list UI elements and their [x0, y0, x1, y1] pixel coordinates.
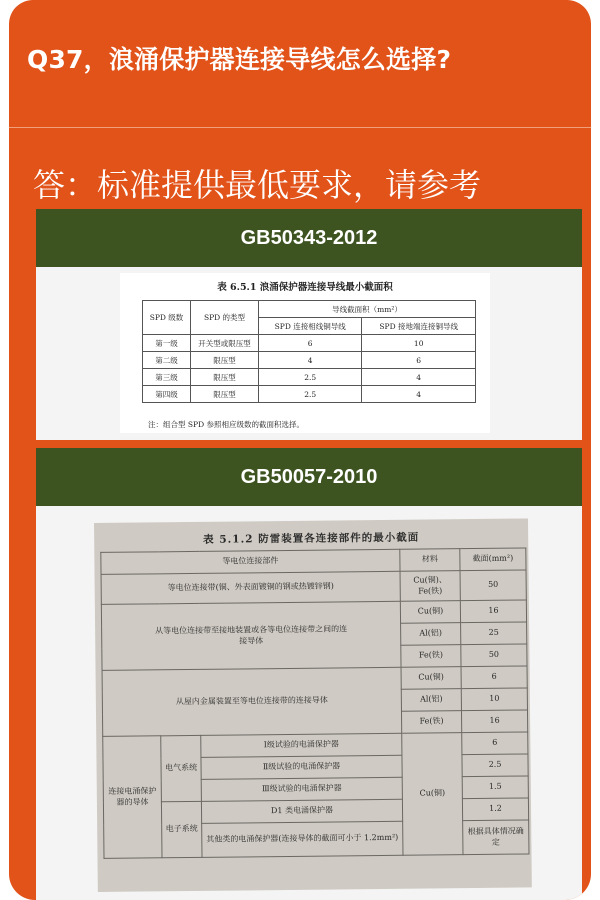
col-ground-wire: SPD 接地端连接铜导线 [362, 318, 476, 335]
card [9, 0, 591, 900]
cell-spd-type: Ⅰ级试验的电涌保护器 [201, 733, 402, 757]
table-note: 注：组合型 SPD 参照相应级数的截面积选择。 [148, 420, 304, 429]
cell-value: 6 [461, 666, 527, 689]
cell-material: Cu(铜) [400, 601, 460, 624]
cell-value: 50 [460, 570, 526, 601]
standard-bar-gb50057: GB50057-2010 [36, 448, 582, 506]
cell-phase: 6 [259, 335, 362, 352]
cell-part: 从屋内金属装置至等电位连接带的连接导体 [102, 667, 402, 736]
cell-part: 从等电位连接带至接地装置或各等电位连接带之间的连接导体 [101, 601, 401, 670]
cell-type: 限压型 [191, 369, 259, 386]
cell-value: 25 [461, 622, 527, 645]
col-material: 材料 [400, 549, 460, 572]
cell-type: 限压型 [191, 386, 259, 403]
bonding-section-table [100, 547, 529, 858]
cell-electronic-system: 电子系统 [161, 801, 202, 857]
cell-level: 第一级 [143, 335, 191, 352]
cell-level: 第四级 [143, 386, 191, 403]
table-row [143, 352, 476, 369]
cell-phase: 2.5 [259, 386, 362, 403]
cell-value: 1.5 [462, 776, 528, 799]
cell-level: 第二级 [143, 352, 191, 369]
cell-electrical-system: 电气系统 [161, 735, 202, 801]
cell-material: Cu(铜) [401, 667, 461, 690]
cell-material: Fe(铁) [401, 711, 461, 734]
cell-value: 10 [461, 688, 527, 711]
cell-spd-type: 其他类的电涌保护器(连接导体的截面可小于 1.2mm²) [202, 821, 403, 857]
cell-value: 16 [460, 600, 526, 623]
col-phase-wire: SPD 连接相线铜导线 [259, 318, 362, 335]
cell-value: 2.5 [462, 754, 528, 777]
col-wire-section: 导线截面积（mm²） [259, 301, 476, 318]
cell-type: 限压型 [191, 352, 259, 369]
cell-material: Fe(铁) [401, 645, 461, 668]
cell-ground: 10 [362, 335, 476, 352]
spd-wire-table [142, 300, 476, 403]
cell-spd-type: D1 类电涌保护器 [201, 799, 402, 823]
cell-ground: 6 [362, 352, 476, 369]
standard-bar-gb50343: GB50343-2012 [36, 209, 582, 267]
cell-phase: 2.5 [259, 369, 362, 386]
cell-material: Cu(铜) [402, 733, 463, 856]
cell-spd-type: Ⅱ级试验的电涌保护器 [201, 755, 402, 779]
cell-part: 等电位连接带(铜、外表面镀铜的钢或热镀锌钢) [101, 571, 400, 604]
table-caption: 表 5.1.2 防雷装置各连接部件的最小截面 [203, 531, 420, 546]
col-section: 截面(mm²) [460, 548, 526, 571]
table-image-6-5-1 [120, 273, 490, 433]
table-row [143, 386, 476, 403]
cell-value: 根据具体情况确定 [463, 820, 529, 855]
cell-level: 第三级 [143, 369, 191, 386]
cell-spd-type: Ⅲ级试验的电涌保护器 [201, 777, 402, 801]
cell-ground: 4 [362, 386, 476, 403]
table-row [143, 335, 476, 352]
cell-material: Al(铝) [401, 623, 461, 646]
cell-value: 6 [462, 732, 528, 755]
cell-phase: 4 [259, 352, 362, 369]
cell-value: 16 [461, 710, 527, 733]
question-title: Q37，浪涌保护器连接导线怎么选择? [27, 45, 452, 74]
cell-ground: 4 [362, 369, 476, 386]
table-image-5-1-2 [94, 518, 532, 892]
answer-text: 答：标准提供最低要求，请参考 [33, 166, 482, 204]
table-row [143, 369, 476, 386]
col-spd-type: SPD 的类型 [191, 301, 259, 335]
cell-type: 开关型或限压型 [191, 335, 259, 352]
table-row [101, 570, 526, 604]
standard-panel-gb50343 [36, 267, 582, 440]
col-spd-level: SPD 级数 [143, 301, 191, 335]
cell-material: Al(铝) [401, 689, 461, 712]
header [9, 0, 591, 128]
cell-value: 50 [461, 644, 527, 667]
cell-group: 连接电涌保护器的导体 [103, 736, 162, 859]
col-part: 等电位连接部件 [101, 549, 400, 574]
cell-material: Cu(铜)、Fe(铁) [400, 571, 460, 602]
cell-value: 1.2 [462, 798, 528, 821]
standard-panel-gb50057 [36, 506, 582, 900]
table-caption: 表 6.5.1 浪涌保护器连接导线最小截面积 [217, 282, 393, 293]
